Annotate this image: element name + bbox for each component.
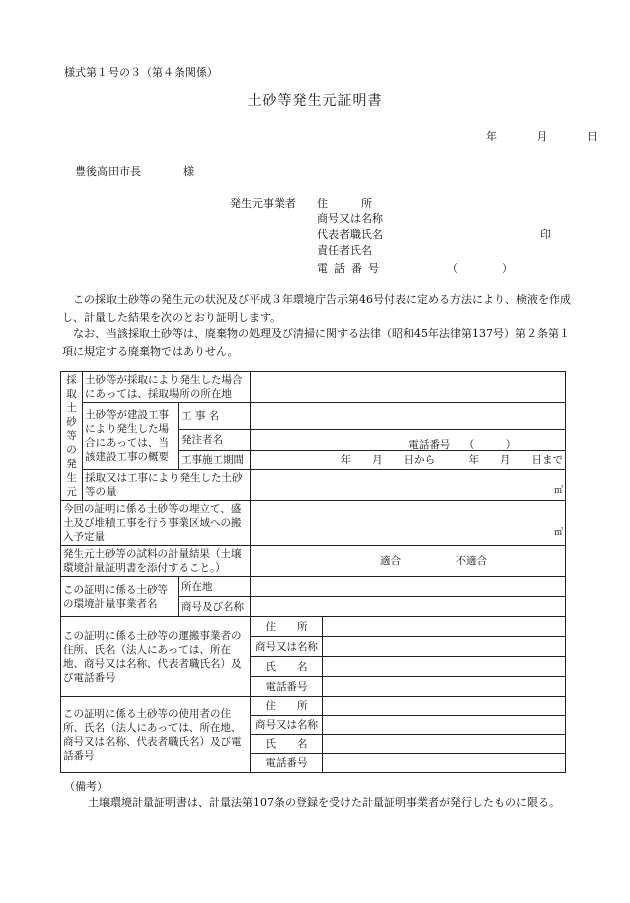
period-field[interactable]: [251, 451, 566, 470]
user-trade-label: 商号又は名称: [251, 716, 323, 735]
collect-location-field[interactable]: [251, 372, 566, 403]
measurer-location-field[interactable]: [251, 577, 566, 597]
orderer-label: 発注者名: [179, 430, 251, 451]
amount-unit: ㎥: [553, 486, 563, 496]
user-phone-field[interactable]: [323, 754, 566, 773]
date-month: 月: [536, 130, 548, 143]
notes-label: （備考）: [64, 780, 108, 793]
amount-label: 採取又は工事により発生した土砂等の量: [83, 470, 251, 501]
planned-label: 今回の証明に係る土砂等の埋立て、盛土及び堆積工事を行う事業区域への搬入予定量: [61, 501, 251, 546]
addressee-honorific: 様: [183, 165, 194, 178]
collect-location-label: 土砂等が採取により発生した場合にあっては、採取場所の所在地: [83, 372, 251, 403]
issuer-label: 発生元事業者: [230, 197, 296, 210]
measurer-location-label: 所在地: [179, 577, 251, 597]
user-label: この証明に係る土砂等の使用者の住所、氏名（法人にあっては、所在地、商号又は名称、代表者職氏名）及び電話番号: [61, 697, 251, 773]
form-id: 様式第１号の３（第４条関係）: [64, 66, 218, 79]
addressee-name: 豊後高田市長: [75, 165, 141, 178]
seal-mark: 印: [540, 228, 551, 241]
measure-result-field[interactable]: [251, 546, 566, 577]
user-phone-label: 電話番号: [251, 754, 323, 773]
transporter-phone-field[interactable]: [323, 677, 566, 697]
date-year: 年: [486, 130, 497, 143]
amount-field[interactable]: [251, 470, 566, 501]
issuer-address-label: 住 所: [317, 197, 372, 210]
notes-text: 土壌環境計量証明書は、計量法第107条の登録を受けた計量証明事業者が発行したものに限る。: [88, 796, 560, 809]
row-work-name: [61, 403, 566, 430]
transporter-label: この証明に係る土砂等の運搬事業者の住所、氏名（法人にあっては、所在地、商号又は名称、代表者職氏名）及び電話番号: [61, 617, 251, 697]
measurer-trade-field[interactable]: [251, 597, 566, 617]
measure-label: 発生元土砂等の試料の計量結果（土壌環境計量証明書を添付すること。）: [61, 546, 251, 577]
row-amount: [61, 470, 566, 501]
work-name-label: 工 事 名: [179, 403, 251, 430]
disclaimer-paragraph: なお、当該採取土砂等は、廃棄物の処理及び清掃に関する法律（昭和45年法律第137号）第２条第１項に規定する廃棄物ではありせん。: [62, 327, 570, 358]
row-user-address: [61, 697, 566, 716]
period-to: 年 月 日まで: [468, 454, 563, 466]
transporter-trade-label: 商号又は名称: [251, 637, 323, 657]
planned-field[interactable]: [251, 501, 566, 546]
transporter-phone-label: 電話番号: [251, 677, 323, 697]
work-name-field[interactable]: [251, 403, 566, 430]
issuer-phone-label: 電話番号: [317, 262, 385, 275]
user-name-label: 氏 名: [251, 735, 323, 754]
measurer-trade-label: 商号及び名称: [179, 597, 251, 617]
date-day: 日: [587, 130, 598, 143]
issuer-trade-name-label: 商号又は名称: [317, 212, 383, 225]
construction-overview-label: 土砂等が建設工事により発生した場合にあっては、当該建設工事の概要: [83, 403, 179, 470]
transporter-trade-field[interactable]: [323, 637, 566, 657]
side-label: 採 取 土 砂 等 の 発 生 元: [61, 372, 83, 501]
row-measurer-location: [61, 577, 566, 597]
transporter-address-label: 住 所: [251, 617, 323, 637]
conform-option[interactable]: 適合: [380, 555, 401, 567]
orderer-phone-paren: （ ）: [463, 439, 517, 451]
orderer-field[interactable]: [251, 430, 566, 451]
user-name-field[interactable]: [323, 735, 566, 754]
measurer-label: この証明に係る土砂等の環境計量事業者名: [61, 577, 179, 617]
planned-unit: ㎥: [553, 528, 563, 538]
issuer-responsible-label: 責任者氏名: [317, 244, 372, 257]
period-from: 年 月 日から: [340, 454, 436, 466]
issuer-representative-label: 代表者職氏名: [317, 228, 383, 241]
statement-paragraph: この採取土砂等の発生元の状況及び平成３年環境庁告示第46号付表に定める方法により、検液を作成し、計量した結果を次のとおり証明します。: [62, 293, 571, 324]
user-address-field[interactable]: [323, 697, 566, 716]
transporter-name-field[interactable]: [323, 657, 566, 677]
user-trade-field[interactable]: [323, 716, 566, 735]
row-planned: [61, 501, 566, 546]
transporter-address-field[interactable]: [323, 617, 566, 637]
nonconform-option[interactable]: 不適合: [455, 555, 487, 567]
period-label: 工事施工期間: [179, 451, 251, 470]
certificate-table: [60, 371, 566, 773]
page-title: 土砂等発生元証明書: [247, 93, 383, 109]
date-line: [486, 128, 598, 144]
row-measure: [61, 546, 566, 577]
addressee: [75, 163, 194, 179]
transporter-name-label: 氏 名: [251, 657, 323, 677]
issuer-phone-paren: （ ）: [447, 262, 513, 275]
orderer-phone-label: 電話番号: [408, 439, 451, 451]
user-address-label: 住 所: [251, 697, 323, 716]
row-transporter-address: [61, 617, 566, 637]
row-collect-location: [61, 372, 566, 403]
